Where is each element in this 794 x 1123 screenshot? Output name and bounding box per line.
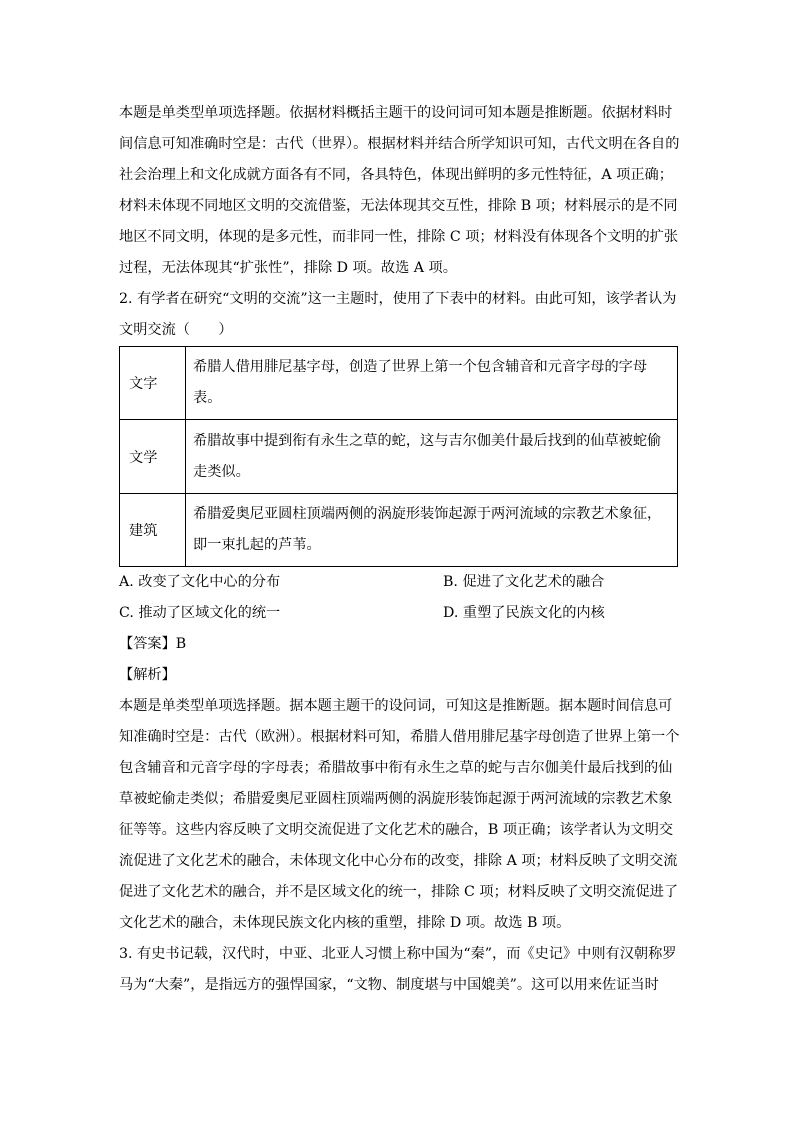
text-line: 即一束扎起的芦苇。 [193,537,321,553]
text-line: 希腊故事中提到衔有永生之草的蛇，这与吉尔伽美什最后找到的仙草被蛇偷 [193,432,662,449]
analysis-label: 【解析】 [119,667,176,683]
text-line: 社会治理上和文化成就方面各有不同，各具特色，体现出鲜明的多元性特征，A 项正确； [119,167,673,183]
q1-analysis [119,98,679,284]
text-line: 间信息可知准确时空是：古代（世界）。根据材料并结合所学知识可知，古代文明在各自的 [119,136,680,152]
answer-label: 【答案】B [119,636,187,652]
table-cell-category: 建筑 [120,494,186,567]
option-a: A. 改变了文化中心的分布 [119,574,281,590]
table-cell-content [186,494,678,567]
option-c: C. 推动了区域文化的统一 [119,605,281,621]
text-line: 流促进了文化艺术的融合，未体现文化中心分布的改变，排除 A 项；材料反映了文明交流 [119,853,678,869]
text-line: 表。 [193,390,222,406]
table-cell-category: 文学 [120,420,186,494]
table-row [120,494,678,567]
text-line: 包含辅音和元音字母的字母表；希腊故事中衔有永生之草的蛇与吉尔伽美什最后找到的仙 [119,760,673,776]
option-b: B. 促进了文化艺术的融合 [443,574,605,590]
text-line: 材料未体现不同地区文明的交流借鉴，无法体现其交互性，排除 B 项；材料展示的是不同 [119,198,678,214]
text-line: 地区不同文明，体现的是多元性，而非同一性，排除 C 项；材料没有体现各个文明的扩张 [119,229,679,245]
table-row [120,347,678,420]
text-line: 希腊人借用腓尼基字母，创造了世界上第一个包含辅音和元音字母的字母 [193,359,648,375]
text-line: 促进了文化艺术的融合，并不是区域文化的统一，排除 C 项；材料反映了文明交流促进了 [119,884,679,900]
table-row [120,420,678,494]
table-cell-content [186,347,678,420]
text-line: 草被蛇偷走类似；希腊爱奥尼亚圆柱顶端两侧的涡旋形装饰起源于两河流域的宗教艺术象 [119,791,673,807]
text-line: 文明交流（ ） [119,322,233,338]
text-line: 文化艺术的融合，未体现民族文化内核的重塑，排除 D 项。故选 B 项。 [119,915,571,931]
material-table [119,346,678,567]
q3-stem [119,939,679,1001]
table-cell-content [186,420,678,494]
table-cell-category: 文字 [120,347,186,420]
text-line: 3. 有史书记载，汉代时，中亚、北亚人习惯上称中国为“秦”，而《史记》中则有汉朝称罗 [119,946,677,962]
text-line: 马为“大秦”，是指远方的强悍国家，“文物、制度堪与中国媲美”。这可以用来佐证当时 [119,977,659,993]
q2-analysis [119,691,679,939]
text-line: 过程，无法体现其“扩张性”，排除 D 项。故选 A 项。 [119,260,457,276]
text-line: 征等等。这些内容反映了文明交流促进了文化艺术的融合，B 项正确；该学者认为文明交 [119,822,674,838]
text-line: 本题是单类型单项选择题。依据材料概括主题干的设问词可知本题是推断题。依据材料时 [119,105,673,121]
text-line: 走类似。 [193,463,250,480]
text-line: 知准确时空是：古代（欧洲）。根据材料可知，希腊人借用腓尼基字母创造了世界上第一个 [119,729,680,745]
text-line: 本题是单类型单项选择题。据本题主题干的设问词，可知这是推断题。据本题时间信息可 [119,698,673,714]
text-line: 希腊爱奥尼亚圆柱顶端两侧的涡旋形装饰起源于两河流域的宗教艺术象征， [193,506,662,522]
q2-stem [119,284,679,346]
text-line: 2. 有学者在研究“文明的交流”这一主题时，使用了下表中的材料。由此可知，该学者认为 [119,291,677,307]
option-d: D. 重塑了民族文化的内核 [443,605,605,621]
